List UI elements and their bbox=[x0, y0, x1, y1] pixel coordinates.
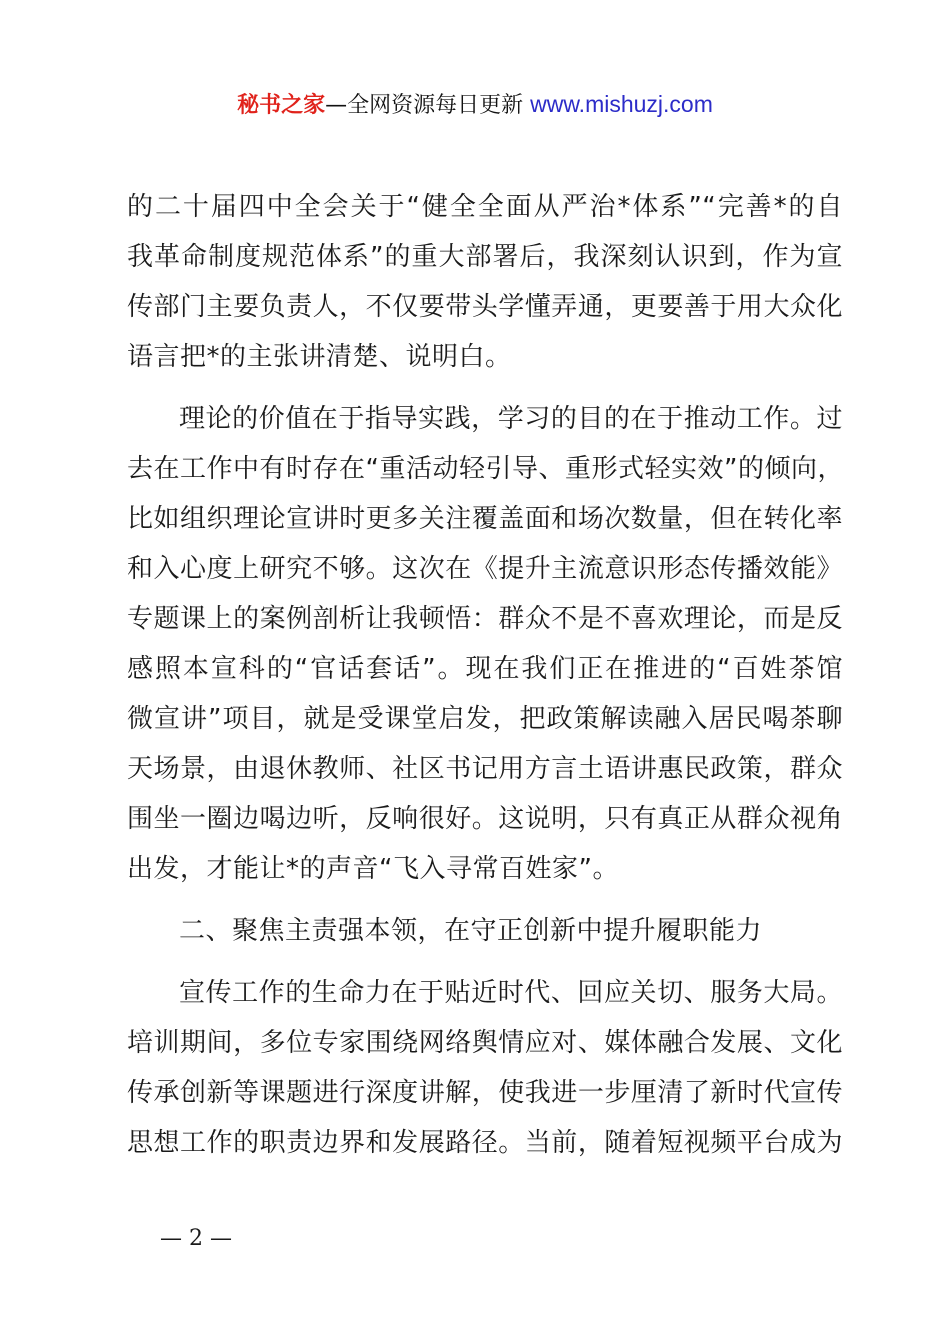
text-line: 我革命制度规范体系”的重大部署后，我深刻认识到，作为宣 bbox=[127, 242, 843, 272]
brand-name: 秘书之家 bbox=[237, 93, 326, 118]
text-line: 的二十届四中全会关于“健全全面从严治*体系”“完善*的自 bbox=[127, 192, 843, 222]
text-line: 理论的价值在于指导实践，学习的目的在于推动工作。过 bbox=[179, 404, 843, 434]
page-number: — 2 — bbox=[160, 1226, 232, 1251]
section-heading bbox=[127, 906, 843, 956]
text-line: 培训期间，多位专家围绕网络舆情应对、媒体融合发展、文化 bbox=[127, 1028, 843, 1058]
paragraph bbox=[127, 394, 843, 894]
text-line: 专题课上的案例剖析让我顿悟：群众不是不喜欢理论，而是反 bbox=[127, 604, 843, 634]
header-tagline: —全网资源每日更新 bbox=[325, 93, 531, 118]
paragraph bbox=[127, 968, 843, 1168]
text-line: 比如组织理论宣讲时更多关注覆盖面和场次数量，但在转化率 bbox=[127, 504, 843, 534]
heading-text: 二、聚焦主责强本领，在守正创新中提升履职能力 bbox=[179, 916, 763, 946]
text-line: 传部门主要负责人，不仅要带头学懂弄通，更要善于用大众化 bbox=[127, 292, 843, 322]
text-line: 传承创新等课题进行深度讲解，使我进一步厘清了新时代宣传 bbox=[127, 1078, 843, 1108]
site-header bbox=[0, 88, 950, 122]
text-line: 微宣讲”项目，就是受课堂启发，把政策解读融入居民喝茶聊 bbox=[127, 704, 843, 734]
text-line: 思想工作的职责边界和发展路径。当前，随着短视频平台成为 bbox=[127, 1128, 843, 1158]
site-url-link[interactable]: www.mishuzj.com bbox=[530, 91, 713, 117]
text-line: 围坐一圈边喝边听，反响很好。这说明，只有真正从群众视角 bbox=[127, 804, 843, 834]
paragraph bbox=[127, 182, 843, 382]
text-line: 和入心度上研究不够。这次在《提升主流意识形态传播效能》 bbox=[127, 554, 843, 584]
text-line: 语言把*的主张讲清楚、说明白。 bbox=[127, 342, 512, 372]
text-line: 出发，才能让*的声音“飞入寻常百姓家”。 bbox=[127, 854, 619, 884]
document-body bbox=[127, 182, 843, 1168]
text-line: 感照本宣科的“官话套话”。现在我们正在推进的“百姓茶馆 bbox=[127, 654, 843, 684]
text-line: 宣传工作的生命力在于贴近时代、回应关切、服务大局。 bbox=[179, 978, 843, 1008]
text-line: 天场景，由退休教师、社区书记用方言土语讲惠民政策，群众 bbox=[127, 754, 843, 784]
text-line: 去在工作中有时存在“重活动轻引导、重形式轻实效”的倾向， bbox=[127, 454, 844, 484]
